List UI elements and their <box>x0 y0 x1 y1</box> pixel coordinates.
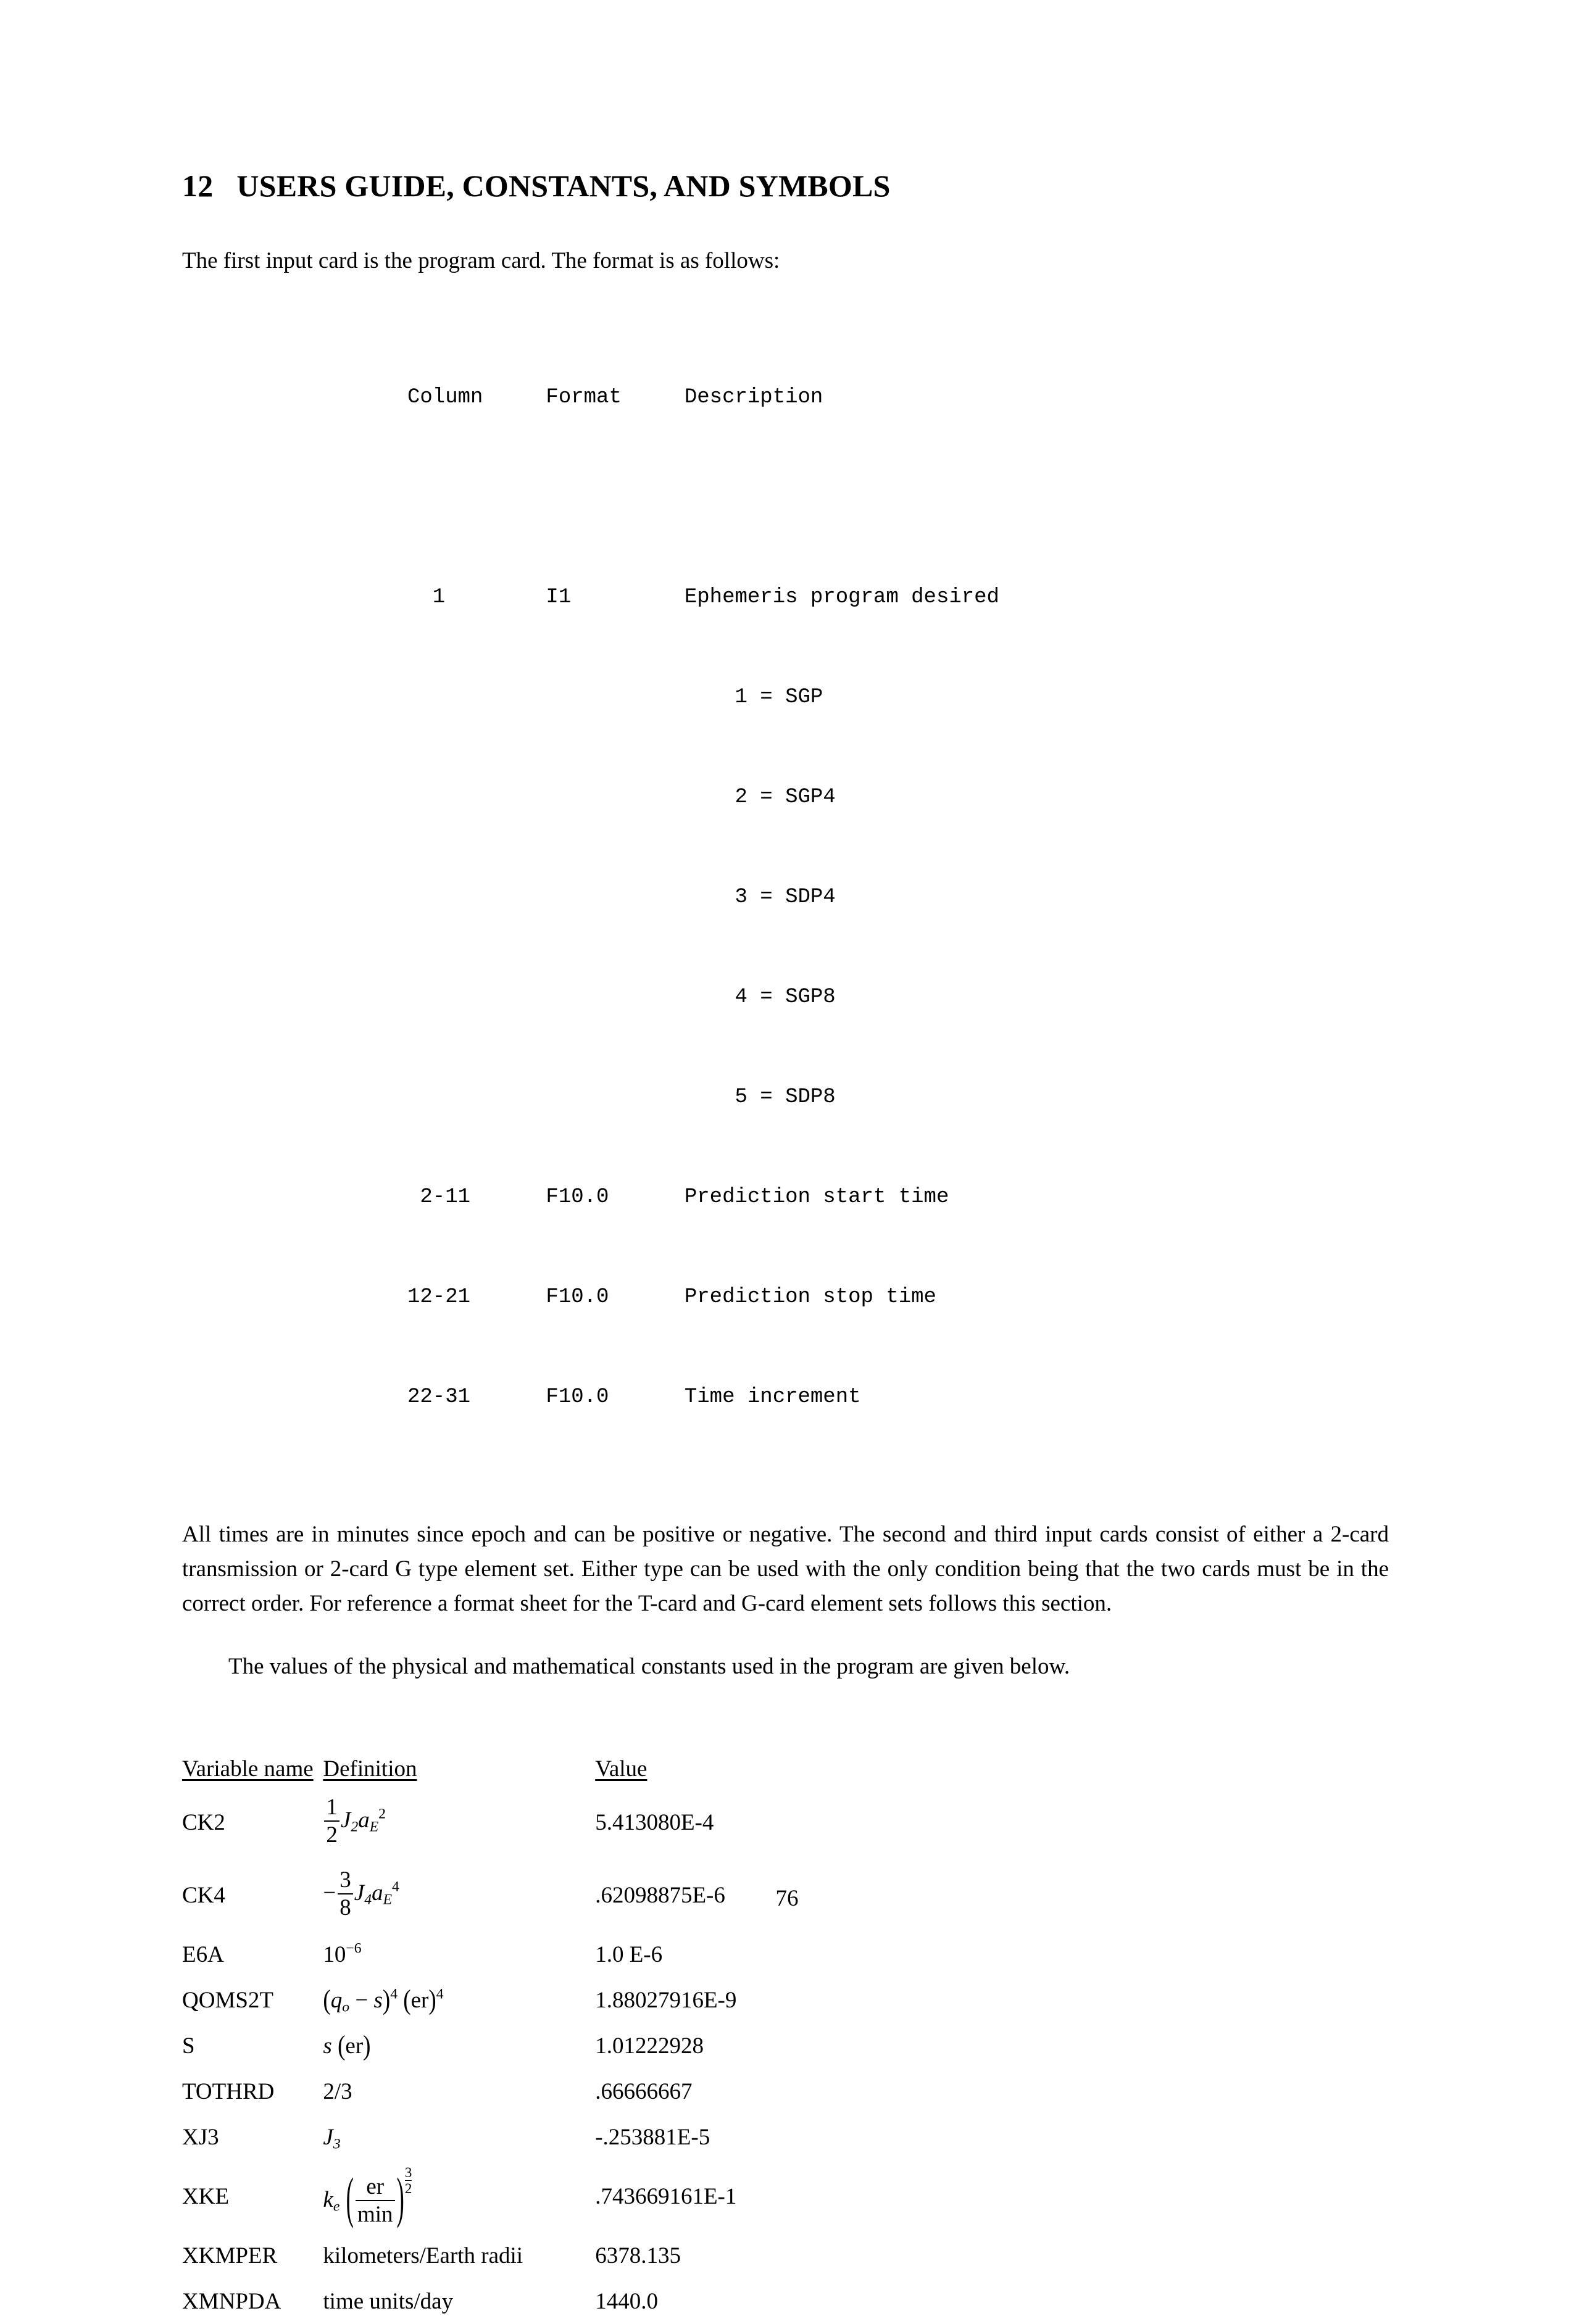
page-content <box>182 0 1389 2324</box>
variable-name: XJ3 <box>182 2124 219 2150</box>
table-header-row <box>182 1756 861 1786</box>
column-header-value: Value <box>595 1756 648 1782</box>
card-format-row: 1 = SGP <box>407 686 823 709</box>
variable-definition <box>323 1932 595 1977</box>
formula-ck4: − $\frac{3}{8}$ $J_4a_E^4$ <box>323 1867 399 1920</box>
variable-name: TOTHRD <box>182 2078 275 2104</box>
formula-ck2: $\frac{1}{2}$ $J_2a_E^2$ <box>323 1807 386 1833</box>
variable-name: XKE <box>182 2183 230 2209</box>
variable-value: -.253881E-5 <box>595 2124 710 2150</box>
page-title <box>182 168 1389 204</box>
table-row <box>182 1932 861 1977</box>
formula-qoms2t: $(q_o - s)^4$ (er)$^4$ <box>323 1984 444 2016</box>
variable-definition: time units/day <box>323 2288 454 2314</box>
variable-definition: kilometers/Earth radii <box>323 2243 523 2268</box>
variable-name: XKMPER <box>182 2243 278 2268</box>
table-row <box>182 2069 861 2114</box>
paragraph-values-intro: The values of the physical and mathematical constants used in the program are given below. <box>228 1654 1070 1679</box>
card-format-row: 1 I1 Ephemeris program desired <box>407 586 999 609</box>
variable-value: .743669161E-1 <box>595 2183 737 2209</box>
variable-value: 5.413080E-4 <box>595 1809 714 1835</box>
table-row <box>182 2160 861 2233</box>
formula-xke: $k_e$ ( $\frac{er}{\min}$ ) $\frac{3}{2}$ <box>323 2165 412 2230</box>
variable-name: E6A <box>182 1941 224 1967</box>
variable-name: QOMS2T <box>182 1987 274 2013</box>
paragraph-intro: The first input card is the program card. The format is as follows: <box>182 248 780 273</box>
card-format-row: 5 = SDP8 <box>407 1085 836 1109</box>
variable-definition <box>323 2069 595 2114</box>
constants-table <box>182 1756 861 2324</box>
formula-xj3: $J_3$ <box>323 2124 341 2152</box>
variable-name: CK2 <box>182 1809 225 1835</box>
variable-value: .66666667 <box>595 2078 693 2104</box>
variable-definition <box>323 1977 595 2023</box>
variable-definition <box>323 2023 595 2069</box>
formula-e6a: $10^{-6}$ <box>323 1940 362 1967</box>
card-format-row: 2-11 F10.0 Prediction start time <box>407 1185 949 1209</box>
variable-value: .62098875E-6 <box>595 1882 725 1908</box>
card-format-row: 22-31 F10.0 Time increment <box>407 1385 861 1409</box>
table-row <box>182 1977 861 2023</box>
variable-definition <box>323 2160 595 2233</box>
card-format-row: 12-21 F10.0 Prediction stop time <box>407 1285 936 1309</box>
formula-s: s (er) <box>323 2030 371 2062</box>
card-format-row: 3 = SDP4 <box>407 886 836 909</box>
variable-value: 1.88027916E-9 <box>595 1987 737 2013</box>
variable-name: XMNPDA <box>182 2288 281 2314</box>
variable-value: 1.0 E-6 <box>595 1941 663 1967</box>
section-title: USERS GUIDE, CONSTANTS, AND SYMBOLS <box>236 168 891 203</box>
listing-spacer <box>407 481 1389 514</box>
table-row <box>182 2114 861 2160</box>
table-row <box>182 2233 861 2278</box>
formula-tothrd: 2/3 <box>323 2078 352 2104</box>
variable-value: 6378.135 <box>595 2243 681 2268</box>
variable-name: CK4 <box>182 1882 225 1908</box>
card-format-row: 2 = SGP4 <box>407 786 836 809</box>
table-row <box>182 1786 861 1859</box>
section-number: 12 <box>182 168 214 203</box>
variable-value: 1440.0 <box>595 2288 658 2314</box>
column-header-variable-name: Variable name <box>182 1756 314 1782</box>
card-format-listing <box>407 314 1389 1480</box>
variable-value: 1.01222928 <box>595 2033 704 2059</box>
table-row <box>182 2023 861 2069</box>
page-number: 76 <box>775 1886 799 1911</box>
variable-definition <box>323 2114 595 2160</box>
table-row <box>182 2278 861 2324</box>
card-format-header: Column Format Description <box>407 386 823 409</box>
variable-name: S <box>182 2033 195 2059</box>
column-header-definition: Definition <box>323 1756 417 1782</box>
variable-definition <box>323 1786 595 1859</box>
card-format-row: 4 = SGP8 <box>407 986 836 1009</box>
paragraph-all-times: All times are in minutes since epoch and can be positive or negative. The second and third input cards consist of either a 2-card transmission or 2-card G type element set. Either type can be used with the only condition being that the two cards must be in the correct order. For reference a format sheet for the T-card and G-card element sets follows this section. <box>182 1522 1389 1616</box>
